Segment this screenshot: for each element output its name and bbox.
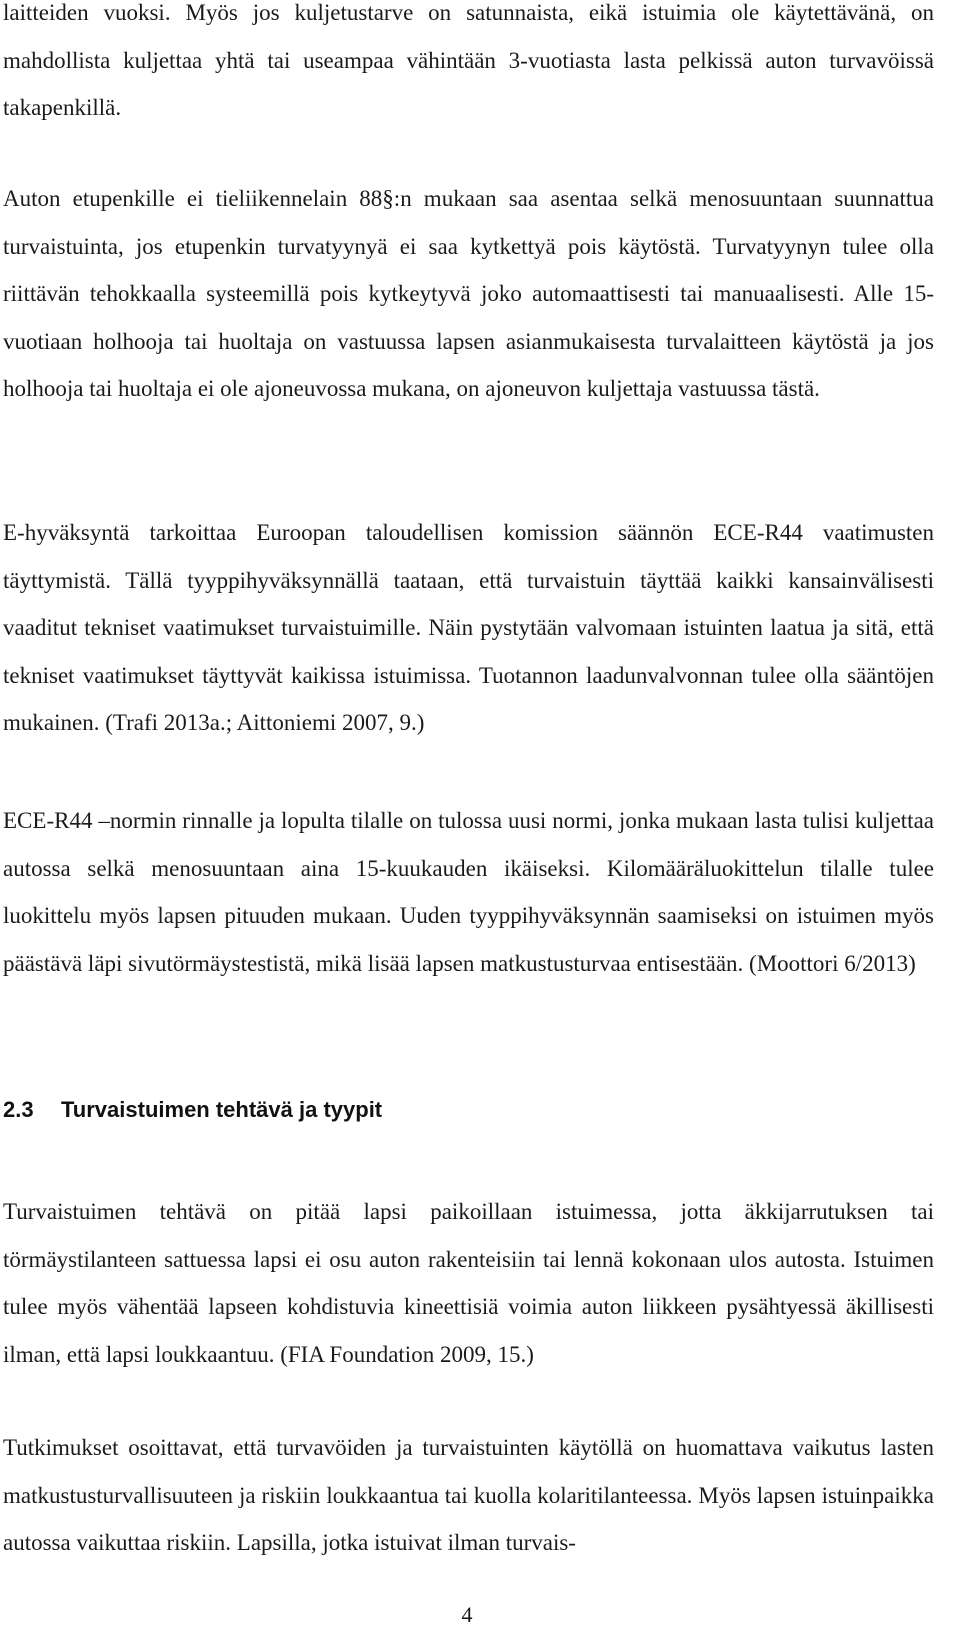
section-number: 2.3 xyxy=(3,1097,34,1122)
paragraph: ECE-R44 –normin rinnalle ja lopulta tilalle on tulossa uusi normi, jonka mukaan lasta tulisi kuljettaa autossa selkä menosuuntaan aina 15-kuukauden ikäiseksi. Kilomääräluokittelun tilalle tulee luokittelu myös lapsen pituuden mukaan. Uuden tyyppihyväksynnän saamiseksi on istuimen myös päästävä läpi sivutörmäystestistä, mikä lisää lapsen matkustusturvaa entisestään. (Moottori 6/2013) xyxy=(3,808,934,976)
page-number: 4 xyxy=(461,1602,473,1627)
section-heading xyxy=(3,1090,382,1130)
paragraph: Tutkimukset osoittavat, että turvavöiden ja turvaistuinten käytöllä on huomattava vaikutus lasten matkustusturvallisuuteen ja riskiin loukkaantua tai kuolla kolaritilanteessa. Myös lapsen istuinpaikka autossa vaikuttaa riskiin. Lapsilla, jotka istuivat ilman turvais- xyxy=(3,1435,934,1555)
paragraph: Turvaistuimen tehtävä on pitää lapsi paikoillaan istuimessa, jotta äkkijarrutuksen tai törmäystilanteen sattuessa lapsi ei osu auton rakenteisiin tai lennä kokonaan ulos autosta. Istuimen tulee myös vähentää lapseen kohdistuvia kineettisiä voimia auton liikkeen pysähtyessä äkillisesti ilman, että lapsi loukkaantuu. (FIA Foundation 2009, 15.) xyxy=(3,1199,934,1367)
paragraph: Auton etupenkille ei tieliikennelain 88§:n mukaan saa asentaa selkä menosuuntaan suunnattua turvaistuinta, jos etupenkin turvatyynyä ei saa kytkettyä pois käytöstä. Turvatyynyn tulee olla riittävän tehokkaalla systeemillä pois kytkeytyvä joko automaattisesti tai manuaalisesti. Alle 15-vuotiaan holhooja tai huoltaja on vastuussa lapsen asianmukaisesta turvalaitteen käytöstä ja jos holhooja tai huoltaja ei ole ajoneuvossa mukana, on ajoneuvon kuljettaja vastuussa tästä. xyxy=(3,186,934,401)
section-title: Turvaistuimen tehtävä ja tyypit xyxy=(61,1097,383,1122)
paragraph: E-hyväksyntä tarkoittaa Euroopan taloudellisen komission säännön ECE-R44 vaatimusten täyttymistä. Tällä tyyppihyväksynnällä taataan, että turvaistuin täyttää kaikki kansainvälisesti vaaditut tekniset vaatimukset turvaistuimille. Näin pystytään valvomaan istuinten laatua ja sitä, että tekniset vaatimukset täyttyvät kaikissa istuimissa. Tuotannon laadunvalvonnan tulee olla sääntöjen mukainen. (Trafi 2013a.; Aittoniemi 2007, 9.) xyxy=(3,520,934,735)
paragraph: laitteiden vuoksi. Myös jos kuljetustarve on satunnaista, eikä istuimia ole käytettävänä, on mahdollista kuljettaa yhtä tai useampaa vähintään 3-vuotiasta lasta pelkissä auton turvavöissä takapenkillä. xyxy=(3,0,934,120)
